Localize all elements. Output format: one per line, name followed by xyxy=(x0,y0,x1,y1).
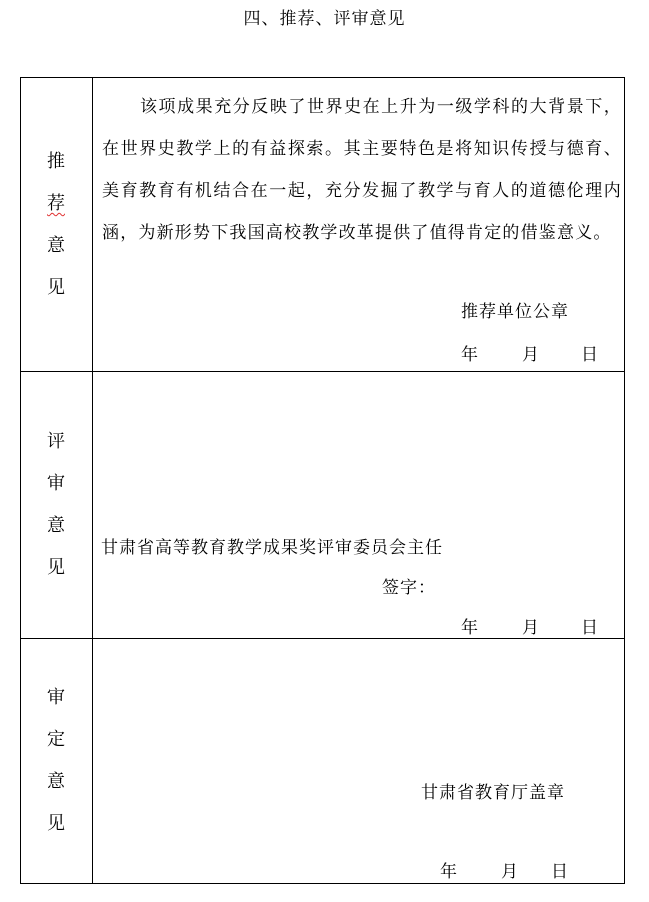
review-label xyxy=(20,400,92,610)
approve-month: 月 xyxy=(501,862,518,882)
review-day: 日 xyxy=(581,618,598,638)
recommend-label xyxy=(20,120,92,330)
recommend-label-char: 荐 xyxy=(47,193,65,214)
recommend-day: 日 xyxy=(581,345,598,365)
review-label-char: 审 xyxy=(47,473,65,494)
review-chair: 甘肃省高等教育教学成果奖评审委员会主任 xyxy=(101,538,443,558)
recommend-text: 该项成果充分反映了世界史在上升为一级学科的大背景下，在世界史教学上的有益探索。其主要特色是将知识传授与德育、美育教育有机结合在一起，充分发掘了教学与育人的道德伦理内涵，为新形势下我国高校教学改革提供了值得肯定的借鉴意义。 xyxy=(102,97,622,243)
approve-day: 日 xyxy=(551,862,568,882)
approve-year: 年 xyxy=(440,862,457,882)
approve-seal: 甘肃省教育厅盖章 xyxy=(421,783,565,803)
review-label-char: 见 xyxy=(47,557,65,578)
approve-label-char: 定 xyxy=(47,729,65,750)
approve-label-char: 见 xyxy=(47,813,65,834)
recommend-label-char: 意 xyxy=(47,235,65,256)
recommend-year: 年 xyxy=(461,345,478,365)
review-label-char: 评 xyxy=(47,431,65,452)
approve-label-char: 审 xyxy=(47,687,65,708)
approve-label xyxy=(20,656,92,866)
approve-label-char: 意 xyxy=(47,771,65,792)
recommend-seal: 推荐单位公章 xyxy=(461,302,569,322)
review-year: 年 xyxy=(461,618,478,638)
recommend-label-char: 推 xyxy=(47,151,65,172)
row-divider-2 xyxy=(20,638,625,639)
column-divider xyxy=(92,77,93,884)
row-divider-1 xyxy=(20,371,625,372)
review-month: 月 xyxy=(522,618,539,638)
review-label-char: 意 xyxy=(47,515,65,536)
section-title: 四、推荐、评审意见 xyxy=(243,9,406,29)
recommend-label-char: 见 xyxy=(47,277,65,298)
review-sign: 签字： xyxy=(382,578,436,598)
recommend-month: 月 xyxy=(522,345,539,365)
